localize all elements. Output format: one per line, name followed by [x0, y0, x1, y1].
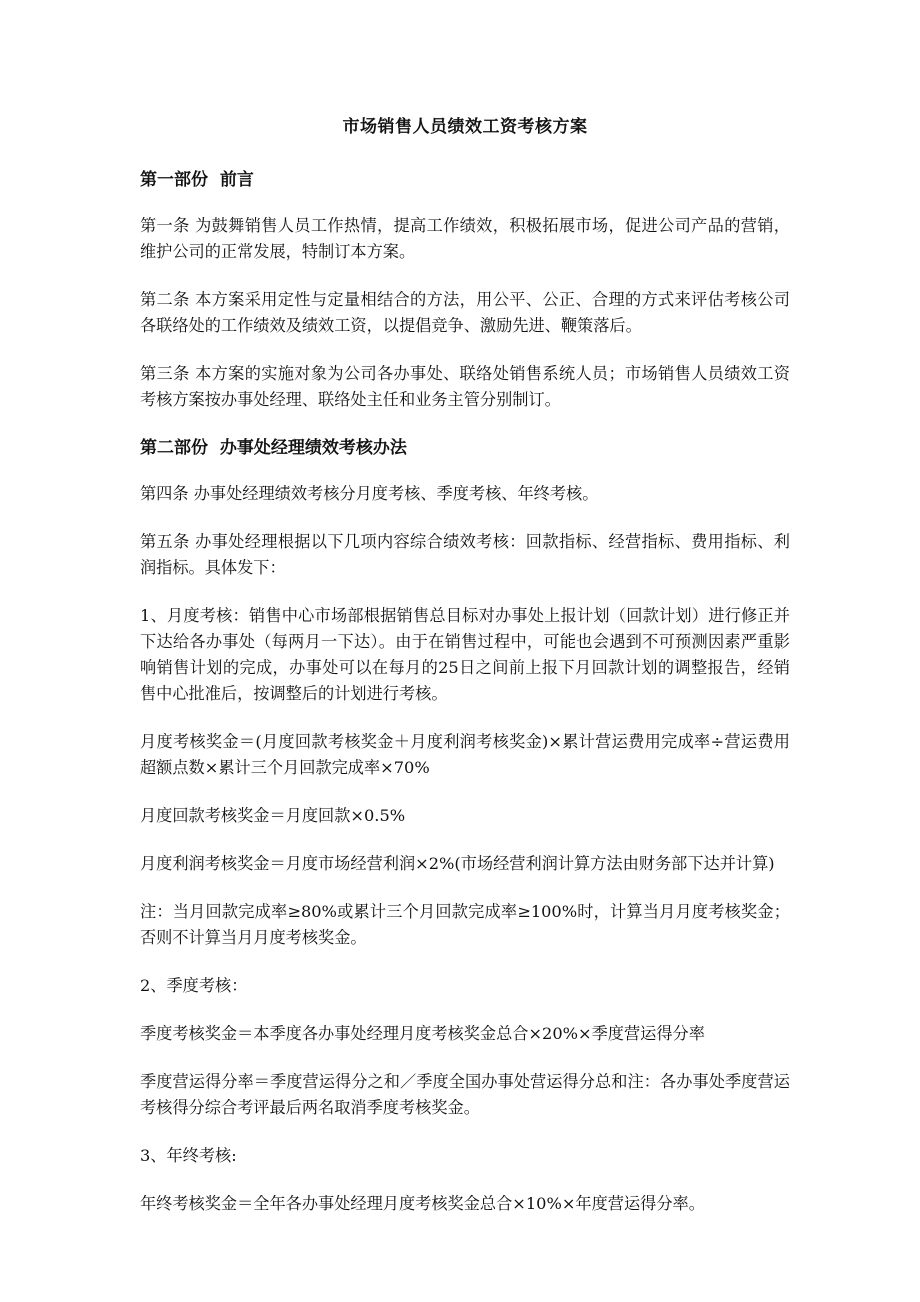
item-annual-review: 3、年终考核: [140, 1146, 237, 1165]
formula-quarterly-bonus: 季度考核奖金＝本季度各办事处经理月度考核奖金总合×20%×季度营运得分率 [140, 1024, 705, 1043]
section-heading-part1: 第一部份 前言 [140, 170, 254, 190]
article-3: 第三条 本方案的实施对象为公司各办事处、联络处销售系统人员；市场销售人员绩效工资考核方案按办事处经理、联络处主任和业务主管分别制订。 [140, 364, 790, 409]
document-title: 市场销售人员绩效工资考核方案 [342, 117, 588, 137]
item-monthly-review: 1、月度考核：销售中心市场部根据销售总目标对办事处上报计划（回款计划）进行修正并下达给各办事处（每两月一下达）。由于在销售过程中，可能也会遇到不可预测因素严重影响销售计划的完成，办事处可以在每月的25日之间前上报下月回款计划的调整报告，经销售中心批准后，按调整后的计划进行考核。 [140, 606, 790, 703]
formula-monthly-payment-bonus: 月度回款考核奖金＝月度回款×0.5% [140, 806, 406, 825]
formula-annual-bonus: 年终考核奖金＝全年各办事处经理月度考核奖金总合×10%×年度营运得分率。 [140, 1194, 705, 1213]
section-heading-part2: 第二部份 办事处经理绩效考核办法 [140, 438, 407, 458]
article-4: 第四条 办事处经理绩效考核分月度考核、季度考核、年终考核。 [140, 484, 599, 503]
article-2: 第二条 本方案采用定性与定量相结合的方法，用公平、公正、合理的方式来评估考核公司各联络处的工作绩效及绩效工资，以提倡竞争、激励先进、鞭策落后。 [140, 290, 790, 335]
article-5: 第五条 办事处经理根据以下几项内容综合绩效考核：回款指标、经营指标、费用指标、利润指标。具体发下： [140, 532, 790, 577]
item-quarterly-review: 2、季度考核： [140, 976, 248, 995]
formula-quarterly-score-rate: 季度营运得分率＝季度营运得分之和／季度全国办事处营运得分总和注：各办事处季度营运考核得分综合考评最后两名取消季度考核奖金。 [140, 1072, 790, 1117]
note-monthly-condition: 注：当月回款完成率≥80%或累计三个月回款完成率≥100%时，计算当月月度考核奖金；否则不计算当月月度考核奖金。 [140, 902, 790, 947]
formula-monthly-bonus: 月度考核奖金＝(月度回款考核奖金＋月度利润考核奖金)×累计营运费用完成率÷营运费用超额点数×累计三个月回款完成率×70% [140, 732, 790, 777]
document-page [140, 112, 790, 1239]
article-1: 第一条 为鼓舞销售人员工作热情，提高工作绩效，积极拓展市场，促进公司产品的营销，维护公司的正常发展，特制订本方案。 [140, 216, 790, 261]
formula-monthly-profit-bonus: 月度利润考核奖金＝月度市场经营利润×2%(市场经营利润计算方法由财务部下达并计算) [140, 854, 775, 873]
